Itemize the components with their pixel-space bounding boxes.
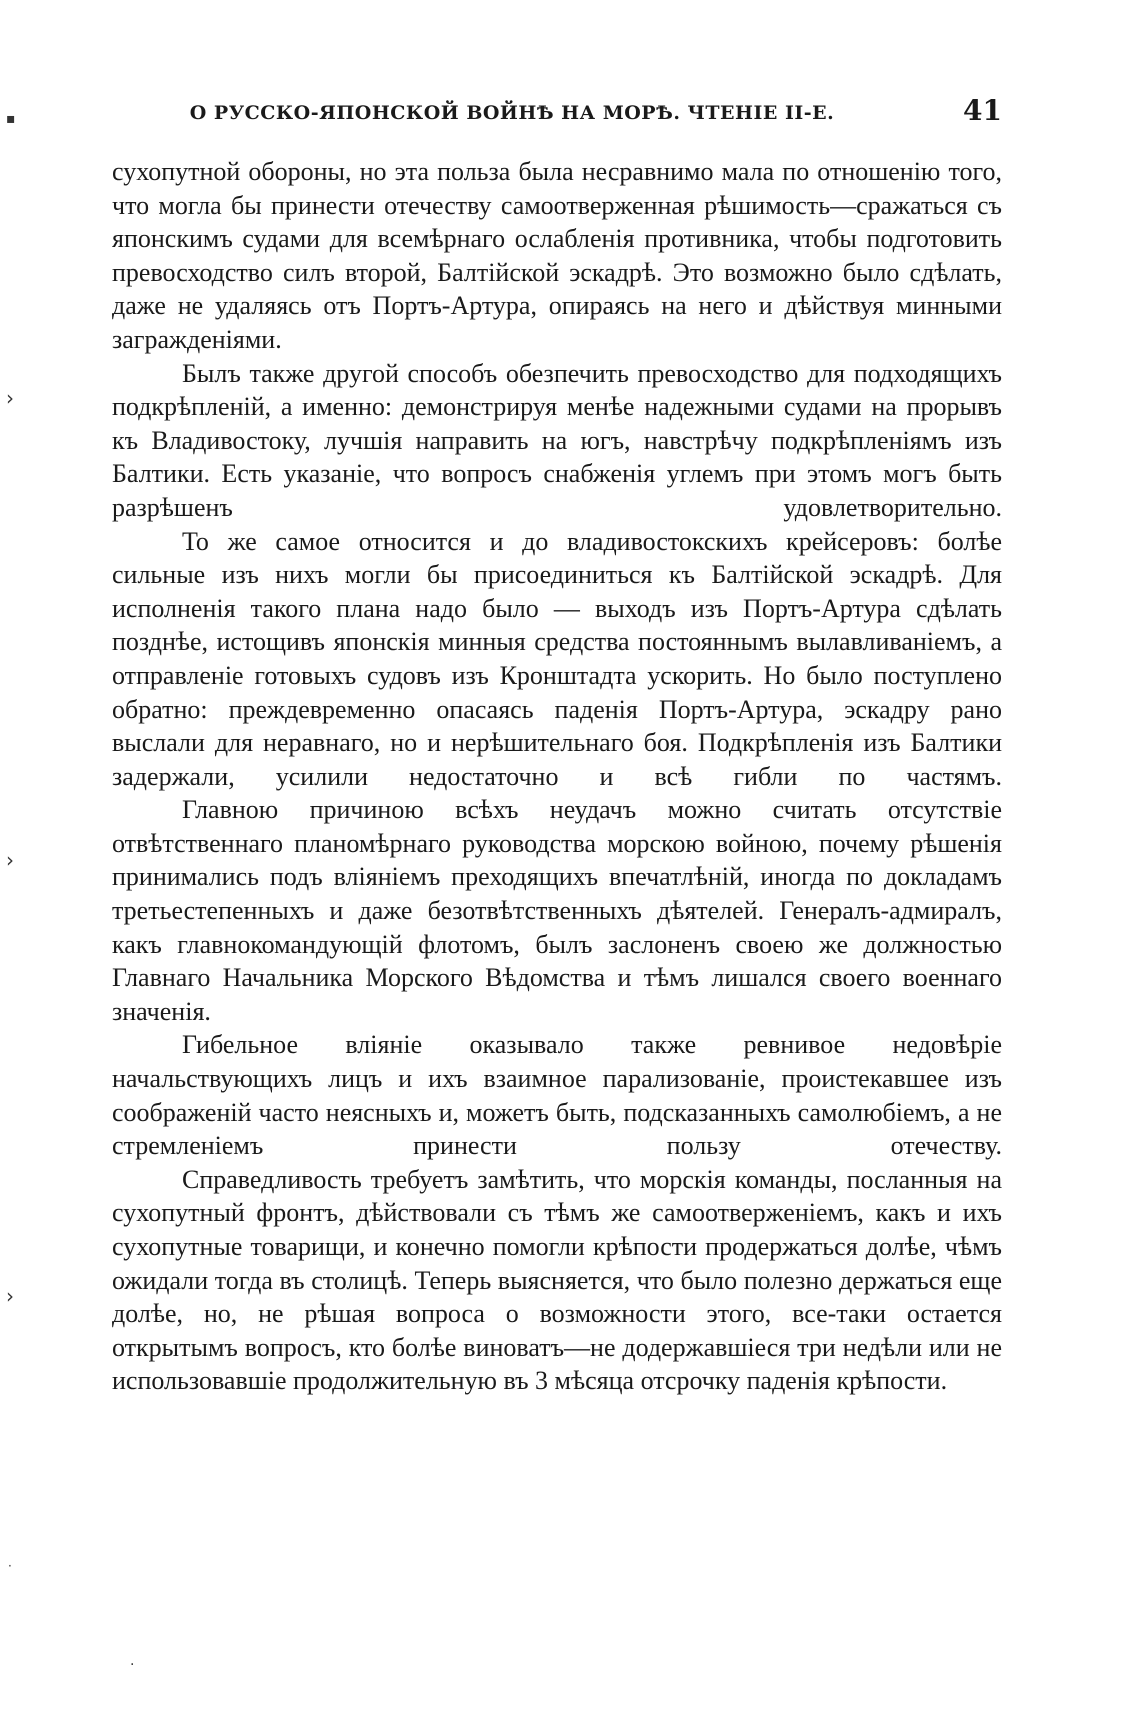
paragraph-4: Главною причиною всѣхъ неудачъ можно считать отсутствіе отвѣтственнаго планомѣрнаго руководства морскою войною, почему рѣшенія принимались подъ вліяніемъ преходящихъ впечатлѣній, иногда по докладамъ третьестепенныхъ и даже безотвѣтственныхъ дѣятелей. Генералъ-адмиралъ, какъ главнокомандующій флотомъ, былъ заслоненъ своею же должностью Главнаго Начальника Морского Вѣдомства и тѣмъ лишался своего военнаго значенія. xyxy=(112,795,1002,1026)
scan-speck: ▪ xyxy=(6,111,16,127)
paragraph-1: сухопутной обороны, но эта польза была несравнимо мала по отношенію того, что могла бы принести отечеству самоотверженная рѣшимость—сражаться съ японскимъ судами для всемѣрнаго ослабленія противника, чтобы подготовить превосходство силъ второй, Балтійской эскадрѣ. Это возможно было сдѣлать, даже не удаляясь отъ Портъ-Артура, опираясь на него и дѣйствуя минными загражденіями. xyxy=(112,157,1002,354)
page-number: 41 xyxy=(963,94,1002,127)
scan-speck: › xyxy=(6,848,14,872)
paragraph-5: Гибельное вліяніе оказывало также ревнивое недовѣріе начальствующихъ лицъ и ихъ взаимное парализованіе, проистекавшее изъ соображеній часто неясныхъ и, можетъ быть, подсказанныхъ самолюбіемъ, а не стремленіемъ принести пользу отечеству. xyxy=(112,1030,1002,1161)
running-title: О РУССКО-ЯПОНСКОЙ ВОЙНѢ НА МОРѢ. ЧТЕНІЕ II-Е. xyxy=(189,102,835,124)
scan-speck: · xyxy=(130,1657,135,1673)
scan-speck: › xyxy=(6,386,14,410)
scan-speck: · xyxy=(8,1559,12,1573)
paragraph-3: То же самое относится и до владивостокскихъ крейсеровъ: болѣе сильные изъ нихъ могли бы присоединиться къ Балтійской эскадрѣ. Для исполненія такого плана надо было — выходъ изъ Портъ-Артура сдѣлать позднѣе, истощивъ японскія минныя средства постояннымъ вылавливаніемъ, а отправленіе готовыхъ судовъ изъ Кронштадта ускорить. Но было поступлено обратно: преждевременно опасаясь паденія Портъ-Артура, эскадру рано выслали для неравнаго, но и нерѣшительнаго боя. Подкрѣпленія изъ Балтики задержали, усилили недостаточно и всѣ гибли по частямъ. xyxy=(112,526,1002,791)
paragraph-6: Справедливость требуетъ замѣтить, что морскія команды, посланныя на сухопутный фронтъ, дѣйствовали съ тѣмъ же самоотверженіемъ, какъ и ихъ сухопутные товарищи, и конечно помогли крѣпости продержаться долѣе, чѣмъ ожидали тогда въ столицѣ. Теперь выясняется, что было полезно держаться еще долѣе, но, не рѣшая вопроса о возможности этого, все-таки остается открытымъ вопросъ, кто болѣе виноватъ—не додержавшіеся три недѣли или не использовавшіе продолжительную въ 3 мѣсяца отсрочку паденія крѣпости. xyxy=(112,1164,1002,1396)
paragraph-2: Былъ также другой способъ обезпечить превосходство для подходящихъ подкрѣпленій, а именно: демонстрируя менѣе надежными судами на прорывъ къ Владивостоку, лучшія направить на югъ, навстрѣчу подкрѣпленіямъ изъ Балтики. Есть указаніе, что вопросъ снабженія углемъ при этомъ могъ быть разрѣшенъ удовлетворительно. xyxy=(112,358,1002,522)
running-header xyxy=(112,96,1002,130)
scan-speck: › xyxy=(6,1284,14,1308)
body-text xyxy=(112,155,1002,1398)
